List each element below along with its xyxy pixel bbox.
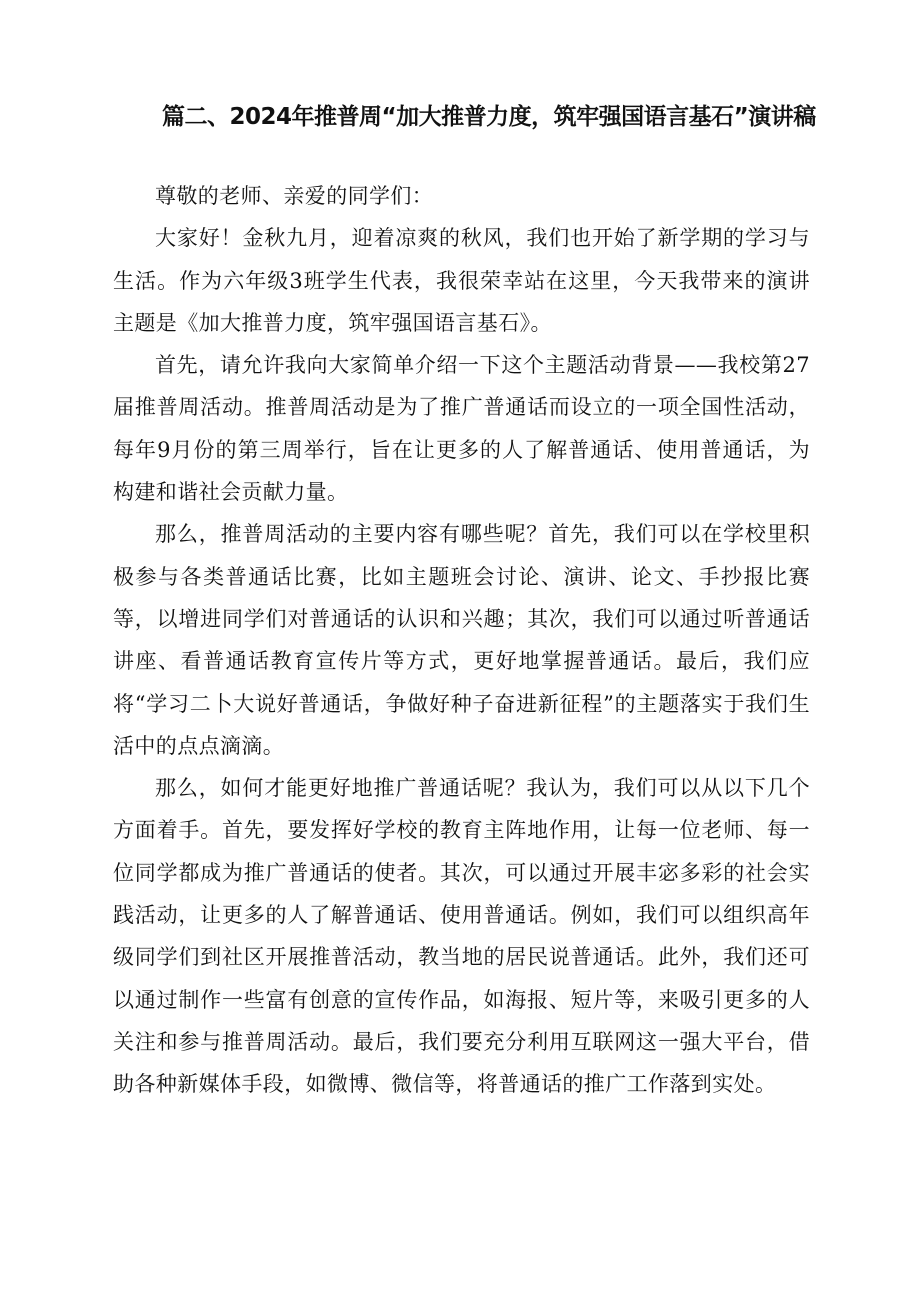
document-body (113, 175, 810, 1106)
document-title: 篇二、2024年推普周“加大推普力度，筑牢强国语言基石”演讲稿 (162, 104, 816, 130)
background-paragraph: 首先，请允许我向大家简单介绍一下这个主题活动背景——我校第27届推普周活动。推普周活动是为了推广普通话而设立的一项全国性活动，每年9月份的第三周举行，旨在让更多的人了解普通话、使用普通话，为构建和谐社会贡献力量。 (113, 353, 810, 505)
activity-content-paragraph: 那么，推普周活动的主要内容有哪些呢？首先，我们可以在学校里积极参与各类普通话比赛，比如主题班会讨论、演讲、论文、手抄报比赛等，以增进同学们对普通话的认识和兴趣；其次，我们可以通过听普通话讲座、看普通话教育宣传片等方式，更好地掌握普通话。最后，我们应将“学习二卜大说好普通话，争做好种子奋进新征程”的主题落实于我们生活中的点点滴滴。 (113, 522, 810, 758)
salutation-paragraph: 尊敬的老师、亲爱的同学们： (155, 184, 434, 208)
greeting-paragraph: 大家好！金秋九月，迎着凉爽的秋风，我们也开始了新学期的学习与生活。作为六年级3班学生代表，我很荣幸站在这里，今天我带来的演讲主题是《加大推普力度，筑牢强国语言基石》。 (113, 226, 810, 335)
promotion-methods-paragraph: 那么，如何才能更好地推广普通话呢？我认为，我们可以从以下几个方面着手。首先，要发挥好学校的教育主阵地作用，让每一位老师、每一位同学都成为推广普通话的使者。其次，可以通过开展丰宓多彩的社会实践活动，让更多的人了解普通话、使用普通话。例如，我们可以组织高年级同学们到社区开展推普活动，教当地的居民说普通话。此外，我们还可以通过制作一些富有创意的宣传作品，如海报、短片等，来吸引更多的人关注和参与推普周活动。最后，我们要充分利用互联网这一强大平台，借助各种新媒体手段，如微博、微信等，将普通话的推广工作落到实处。 (113, 776, 810, 1097)
